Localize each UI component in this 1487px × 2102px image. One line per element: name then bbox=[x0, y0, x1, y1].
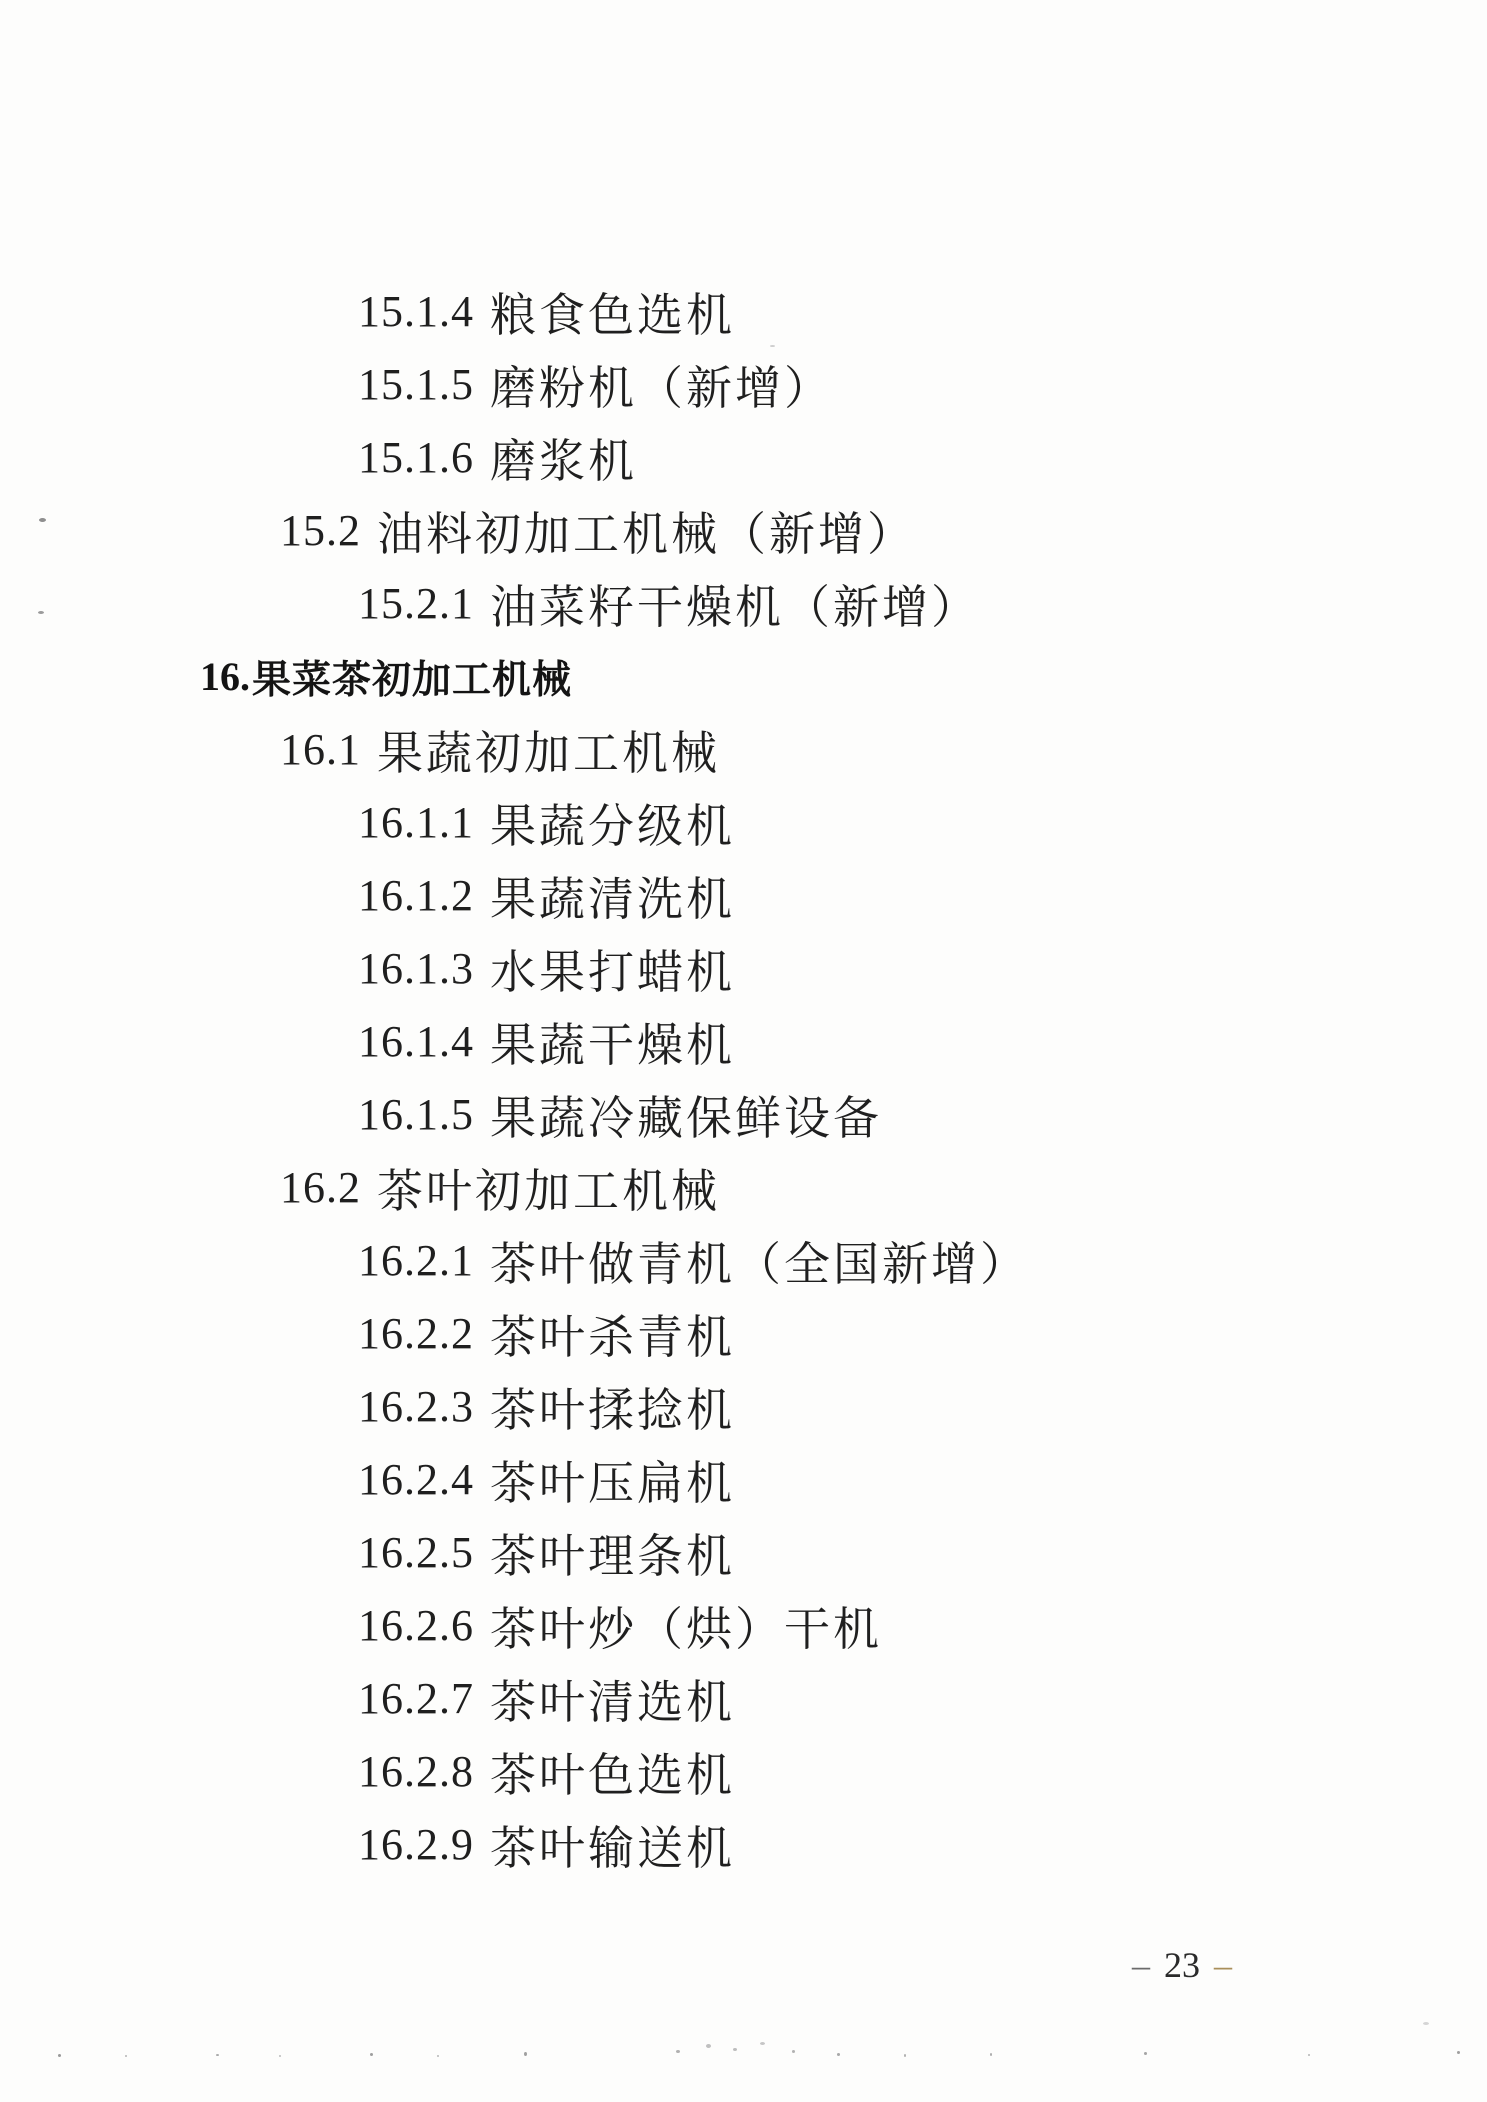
item-text: 茶叶色选机 bbox=[490, 1749, 735, 1801]
item-text: 水果打蜡机 bbox=[490, 946, 735, 998]
scan-speck bbox=[39, 518, 46, 522]
item-number: 16.2.6 bbox=[358, 1601, 474, 1650]
item-text: 茶叶揉捻机 bbox=[490, 1384, 735, 1436]
scan-speck bbox=[524, 2052, 527, 2056]
item-number: 15.1.5 bbox=[358, 360, 474, 409]
item-text: 茶叶初加工机械 bbox=[377, 1165, 720, 1217]
list-item bbox=[0, 421, 1487, 494]
scan-speck bbox=[792, 2050, 795, 2053]
scan-speck bbox=[1144, 2052, 1147, 2055]
list-item bbox=[0, 1224, 1487, 1297]
page-number-value: 23 bbox=[1164, 1945, 1200, 1985]
scan-speck bbox=[437, 2055, 439, 2057]
item-number: 16.1.3 bbox=[358, 944, 474, 993]
item-text: 茶叶清选机 bbox=[490, 1676, 735, 1728]
item-text: 果蔬初加工机械 bbox=[377, 727, 720, 779]
scan-speck bbox=[770, 345, 775, 347]
item-text: 茶叶炒（烘）干机 bbox=[490, 1603, 882, 1655]
scan-speck bbox=[1457, 2051, 1460, 2054]
list-item bbox=[0, 932, 1487, 1005]
section-heading bbox=[0, 640, 1487, 713]
scan-speck bbox=[125, 2055, 127, 2057]
item-number: 16.1.1 bbox=[358, 798, 474, 847]
scan-speck bbox=[370, 2053, 373, 2056]
scan-speck bbox=[216, 2054, 219, 2056]
scan-speck bbox=[837, 2053, 840, 2056]
list-item bbox=[0, 494, 1487, 567]
list-item bbox=[0, 1516, 1487, 1589]
item-text: 茶叶杀青机 bbox=[490, 1311, 735, 1363]
list-item bbox=[0, 567, 1487, 640]
item-text: 果蔬清洗机 bbox=[490, 873, 735, 925]
item-text: 茶叶理条机 bbox=[490, 1530, 735, 1582]
item-text: 果蔬冷藏保鲜设备 bbox=[490, 1092, 882, 1144]
scan-speck bbox=[1308, 2054, 1310, 2056]
item-text: 果菜茶初加工机械 bbox=[252, 658, 573, 702]
item-number: 16.2.7 bbox=[358, 1674, 474, 1723]
scan-speck bbox=[990, 2053, 992, 2056]
item-text: 油料初加工机械（新增） bbox=[377, 508, 916, 560]
item-text: 果蔬分级机 bbox=[490, 800, 735, 852]
page-number bbox=[1132, 1944, 1232, 1986]
item-number: 16.2.9 bbox=[358, 1820, 474, 1869]
item-number: 16.1.5 bbox=[358, 1090, 474, 1139]
scan-speck bbox=[676, 2050, 680, 2053]
item-text: 粮食色选机 bbox=[490, 289, 735, 341]
scan-speck bbox=[706, 2044, 711, 2048]
list-item bbox=[0, 1370, 1487, 1443]
item-number: 16.2.1 bbox=[358, 1236, 474, 1285]
list-item bbox=[0, 348, 1487, 421]
list-item bbox=[0, 1808, 1487, 1881]
item-number: 15.1.6 bbox=[358, 433, 474, 482]
item-number: 16.2.5 bbox=[358, 1528, 474, 1577]
page-number-dash-right: – bbox=[1214, 1945, 1232, 1985]
scan-speck bbox=[733, 2048, 737, 2051]
item-number: 16. bbox=[200, 654, 250, 699]
scan-speck bbox=[279, 2055, 281, 2057]
list-item bbox=[0, 1151, 1487, 1224]
item-number: 16.1.2 bbox=[358, 871, 474, 920]
item-text: 磨粉机（新增） bbox=[490, 362, 833, 414]
scan-speck bbox=[38, 611, 44, 614]
item-text: 油菜籽干燥机（新增） bbox=[490, 581, 980, 633]
list-item bbox=[0, 1589, 1487, 1662]
scan-speck bbox=[760, 2042, 765, 2045]
item-number: 16.2 bbox=[280, 1163, 361, 1212]
list-item bbox=[0, 1662, 1487, 1735]
item-number: 16.2.4 bbox=[358, 1455, 474, 1504]
list-item bbox=[0, 1297, 1487, 1370]
list-item bbox=[0, 713, 1487, 786]
item-text: 磨浆机 bbox=[490, 435, 637, 487]
list-item bbox=[0, 859, 1487, 932]
list-item bbox=[0, 1735, 1487, 1808]
item-number: 16.1 bbox=[280, 725, 361, 774]
scan-speck bbox=[1423, 2022, 1429, 2025]
scan-speck bbox=[904, 2054, 906, 2057]
item-number: 16.2.3 bbox=[358, 1382, 474, 1431]
list-item bbox=[0, 1078, 1487, 1151]
scan-speck bbox=[58, 2054, 61, 2057]
list-item bbox=[0, 275, 1487, 348]
list-item bbox=[0, 1005, 1487, 1078]
item-text: 果蔬干燥机 bbox=[490, 1019, 735, 1071]
page-number-dash-left: – bbox=[1132, 1945, 1150, 1985]
item-number: 16.1.4 bbox=[358, 1017, 474, 1066]
item-text: 茶叶做青机（全国新增） bbox=[490, 1238, 1029, 1290]
item-number: 16.2.8 bbox=[358, 1747, 474, 1796]
item-number: 15.2.1 bbox=[358, 579, 474, 628]
item-text: 茶叶压扁机 bbox=[490, 1457, 735, 1509]
item-text: 茶叶输送机 bbox=[490, 1822, 735, 1874]
item-number: 16.2.2 bbox=[358, 1309, 474, 1358]
list-item bbox=[0, 1443, 1487, 1516]
item-number: 15.1.4 bbox=[358, 287, 474, 336]
list-item bbox=[0, 786, 1487, 859]
item-number: 15.2 bbox=[280, 506, 361, 555]
